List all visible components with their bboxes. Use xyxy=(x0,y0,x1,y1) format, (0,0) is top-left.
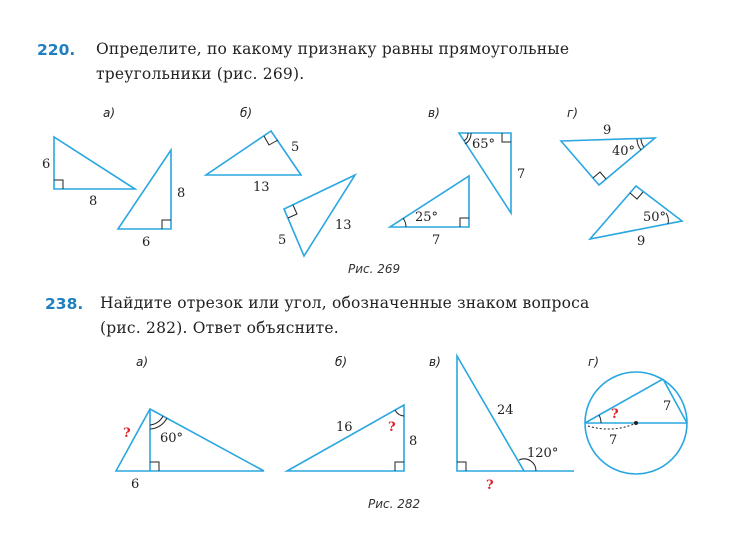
right-angle-mark xyxy=(54,180,63,189)
side-label: 6 xyxy=(142,235,151,250)
triangle xyxy=(561,138,655,185)
figure-caption: Рис. 282 xyxy=(368,497,421,511)
triangle xyxy=(54,137,135,189)
problem-text-line: Найдите отрезок или угол, обозначенные знаком вопроса xyxy=(100,294,590,312)
side-label: 7 xyxy=(517,167,526,182)
right-angle-mark xyxy=(593,172,606,179)
problem-text-line: (рис. 282). Ответ объясните. xyxy=(100,319,339,337)
angle-arc xyxy=(641,139,644,147)
side-label: 5 xyxy=(291,140,300,155)
triangle xyxy=(590,186,682,239)
right-angle-mark xyxy=(395,462,404,471)
figure-sublabel: а) xyxy=(136,355,149,369)
angle-arc xyxy=(666,213,668,224)
side-label: 13 xyxy=(253,180,270,195)
angle-label: 25° xyxy=(415,210,439,225)
figure-sublabel: б) xyxy=(335,355,348,369)
unknown-mark: ? xyxy=(388,420,396,435)
figure-282-b xyxy=(287,405,417,471)
unknown-mark: ? xyxy=(123,426,131,441)
figure-269-d xyxy=(561,123,682,249)
side-label: 7 xyxy=(663,399,672,414)
triangle xyxy=(116,409,264,471)
angle-arc xyxy=(599,415,601,423)
angle-arc xyxy=(637,139,641,150)
angle-label: 40° xyxy=(612,144,636,159)
angle-arc xyxy=(464,133,468,141)
figure-282-a xyxy=(116,409,264,492)
center-point xyxy=(634,421,638,425)
figure-caption: Рис. 269 xyxy=(348,262,401,276)
side-label: 7 xyxy=(432,233,441,248)
figure-sublabel: а) xyxy=(103,106,116,120)
angle-label: 50° xyxy=(643,210,667,225)
side-label: 9 xyxy=(603,123,612,138)
angle-label: 120° xyxy=(527,446,559,461)
side-label: 13 xyxy=(335,218,352,233)
side-label: 9 xyxy=(637,234,646,249)
angle-arc xyxy=(150,416,163,425)
figure-269-a xyxy=(42,137,185,250)
figure-sublabel: г) xyxy=(567,106,578,120)
side-label: 6 xyxy=(42,157,51,172)
right-angle-mark xyxy=(162,220,171,229)
side-label: 24 xyxy=(497,403,514,418)
angle-arc xyxy=(150,418,167,429)
angle-label: 60° xyxy=(160,431,184,446)
side-label: 8 xyxy=(177,186,186,201)
problem-number: 238. xyxy=(45,295,84,313)
figure-sublabel: г) xyxy=(588,355,599,369)
angle-label: 65° xyxy=(472,137,496,152)
side-label: 8 xyxy=(409,434,418,449)
problem-text-line: треугольники (рис. 269). xyxy=(96,65,305,83)
side-label: 7 xyxy=(609,433,618,448)
right-angle-mark xyxy=(457,462,466,471)
triangle xyxy=(457,356,524,471)
angle-arc xyxy=(395,410,404,416)
right-angle-mark xyxy=(630,192,643,199)
unknown-mark: ? xyxy=(611,407,619,422)
unknown-mark: ? xyxy=(486,478,494,493)
figure-269-b xyxy=(206,131,355,256)
chord xyxy=(585,379,663,423)
side-label: 16 xyxy=(336,420,353,435)
radius-brace xyxy=(588,424,634,429)
angle-arc xyxy=(403,218,406,227)
triangle xyxy=(287,405,404,471)
figure-282-d xyxy=(585,372,687,474)
figure-sublabel: в) xyxy=(429,355,441,369)
figure-282-c xyxy=(457,356,574,493)
problem-text-line: Определите, по какому признаку равны прямоугольные xyxy=(96,40,570,58)
side-label: 5 xyxy=(278,233,287,248)
problem-number: 220. xyxy=(37,41,76,59)
right-angle-mark xyxy=(502,133,511,142)
right-angle-mark xyxy=(460,218,469,227)
figure-269-c xyxy=(390,133,525,248)
figure-sublabel: в) xyxy=(428,106,440,120)
side-label: 8 xyxy=(89,194,98,209)
right-angle-mark xyxy=(150,462,159,471)
side-label: 6 xyxy=(131,477,140,492)
figure-sublabel: б) xyxy=(240,106,253,120)
triangle xyxy=(206,131,301,175)
